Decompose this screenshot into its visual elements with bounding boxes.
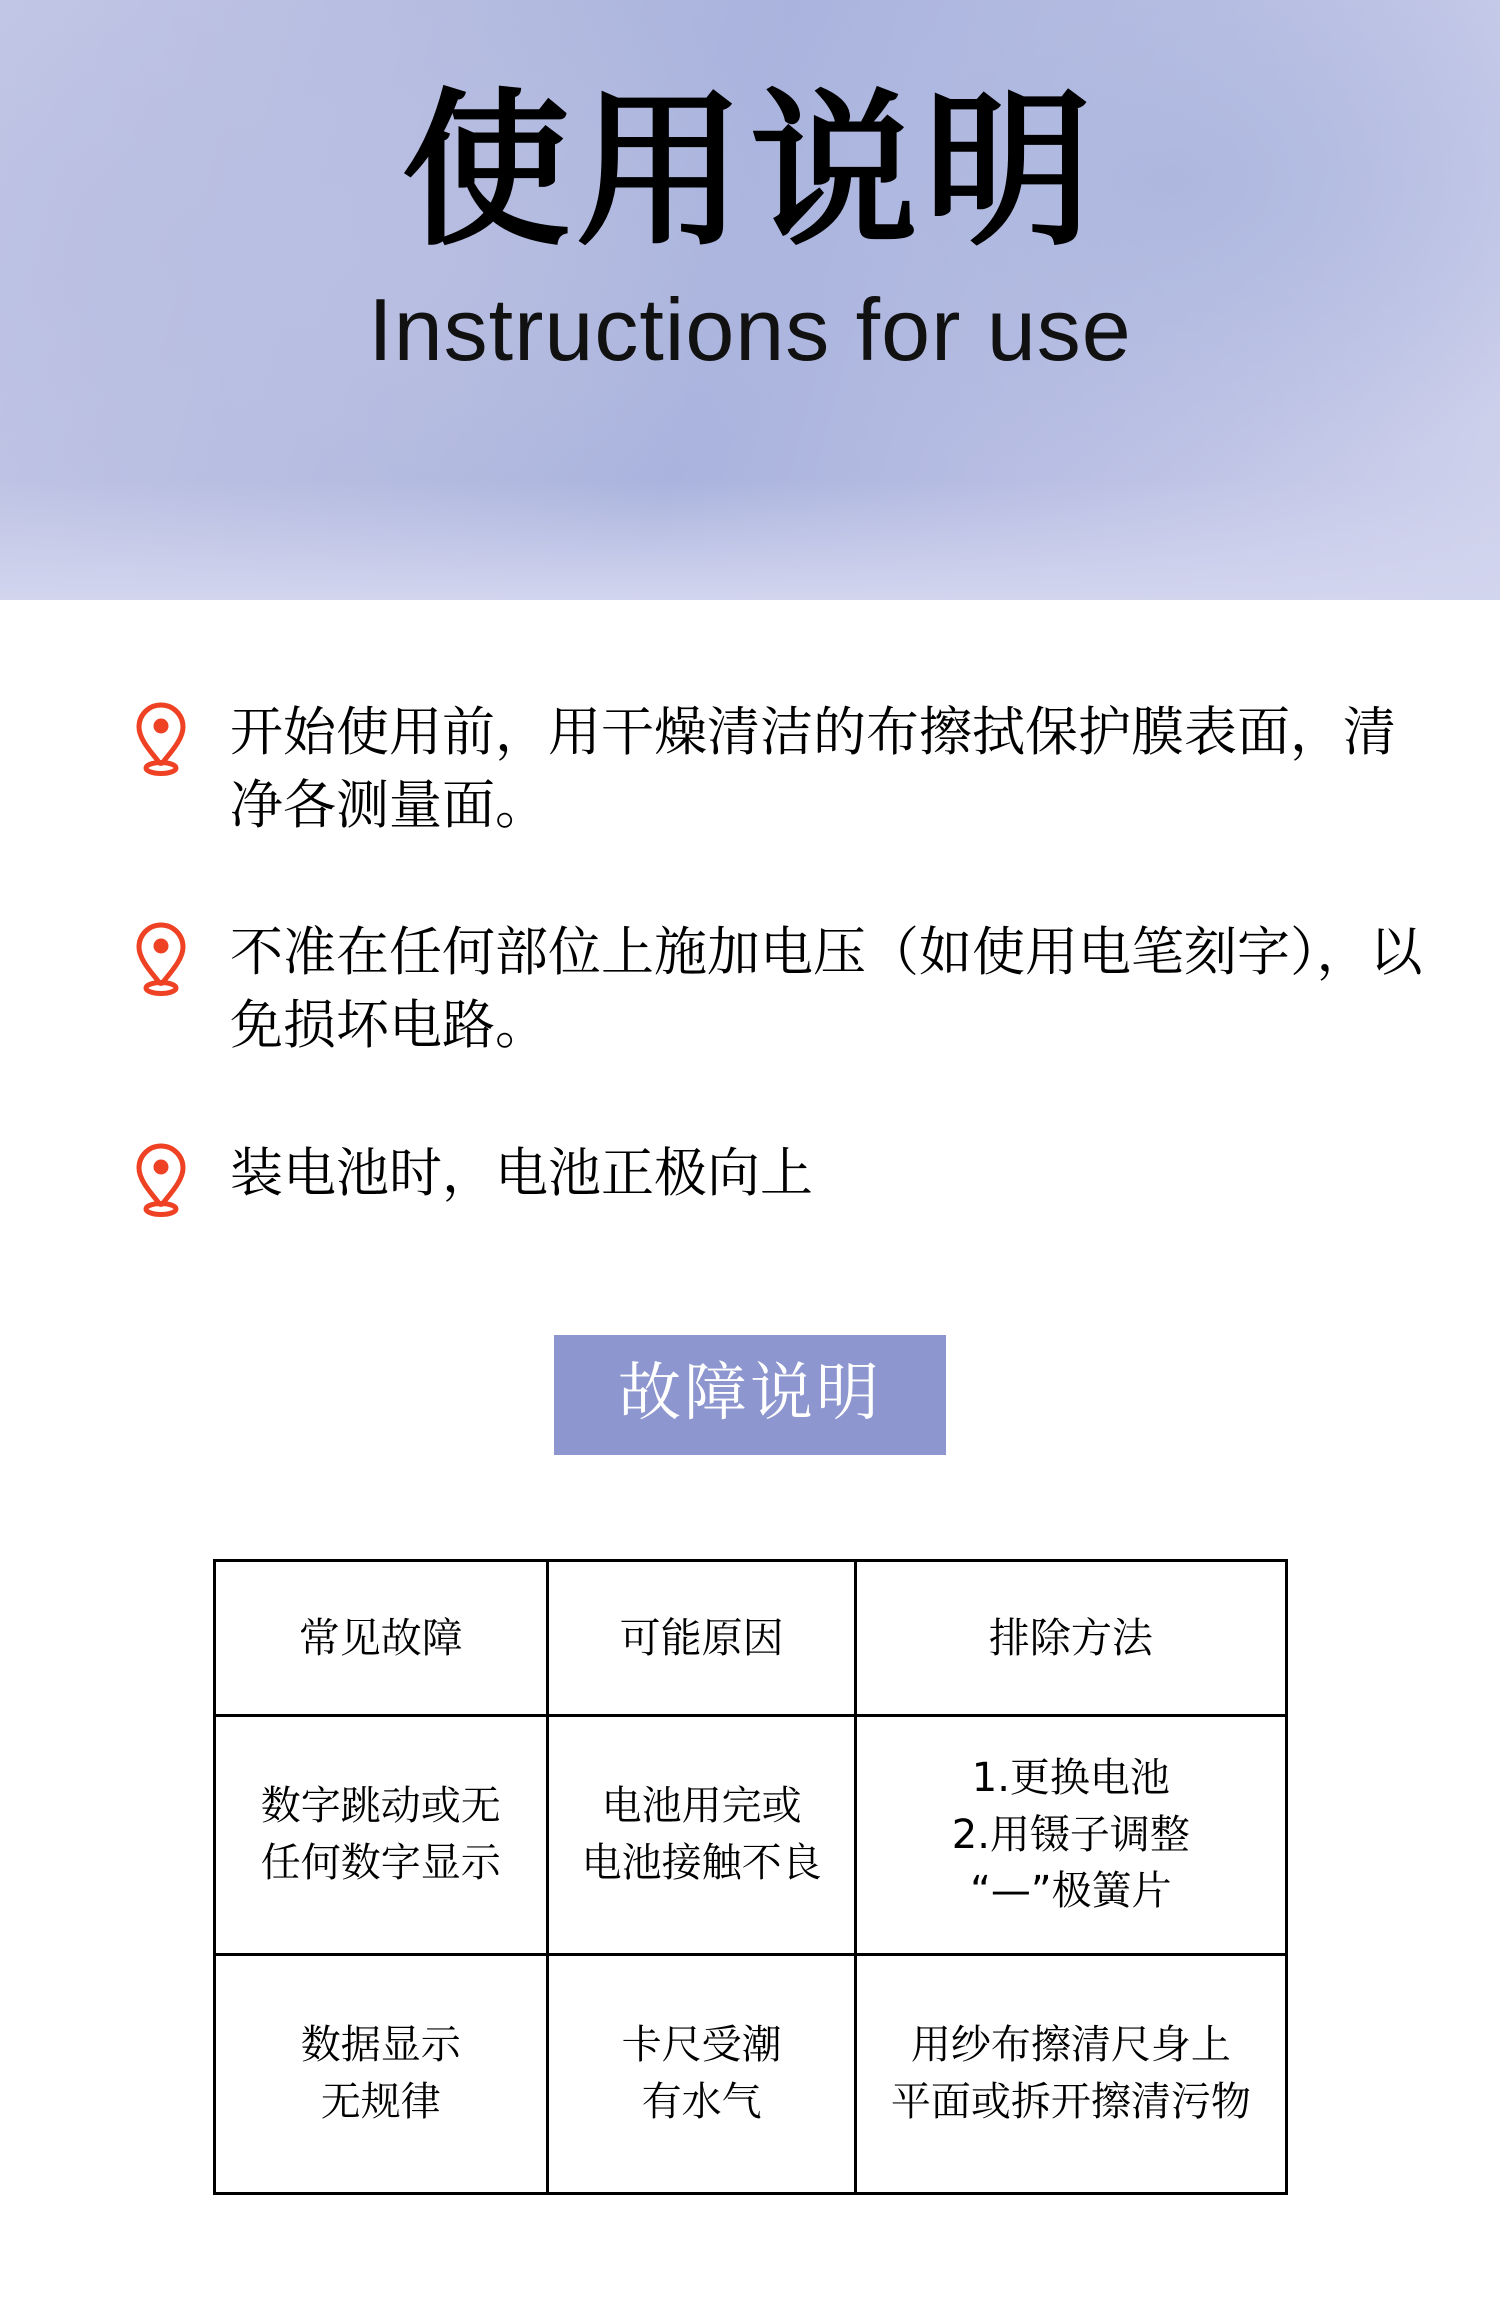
cell-line: 2.用镊子调整: [951, 1811, 1190, 1858]
cell-line: “—”极簧片: [970, 1868, 1172, 1915]
table-row: [214, 1715, 1286, 1954]
table-cell-cause: [548, 1715, 856, 1954]
cell-line: 电池用完或: [601, 1783, 802, 1830]
list-item-text: 不准在任何部位上施加电压（如使用电笔刻字），以免损坏电路。: [230, 922, 1423, 1057]
table-cell-fault: [214, 1954, 548, 2193]
table-header-cell-solution: 排除方法: [856, 1560, 1286, 1715]
troubleshooting-table: [213, 1559, 1288, 2195]
table-header-cell-fault: 常见故障: [214, 1560, 548, 1715]
page-title-cn: 使用说明: [402, 73, 1098, 269]
cell-line: 电池接触不良: [581, 1839, 822, 1886]
cell-line: 有水气: [641, 2078, 762, 2125]
list-item: [132, 696, 1434, 842]
table-header-cell-cause: 可能原因: [548, 1560, 856, 1715]
location-pin-icon: [132, 702, 190, 776]
cell-line: 卡尺受潮: [621, 2022, 782, 2069]
header-banner: [0, 0, 1500, 600]
list-item: [132, 916, 1434, 1062]
list-item-text: 装电池时，电池正极向上: [230, 1142, 813, 1204]
section-header: [0, 1335, 1500, 1455]
instruction-list: [0, 696, 1500, 1217]
cell-line: 无规律: [320, 2078, 441, 2125]
section-title-troubleshooting: 故障说明: [554, 1335, 946, 1455]
page-title-en: Instructions for use: [368, 280, 1132, 380]
table-cell-solution: [856, 1954, 1286, 2193]
location-pin-icon: [132, 1143, 190, 1217]
table-header-row: [214, 1560, 1286, 1715]
cell-line: 1.更换电池: [971, 1754, 1170, 1801]
troubleshooting-table-wrapper: [213, 1559, 1288, 2195]
cell-line: 用纱布擦清尺身上: [910, 2022, 1231, 2069]
cell-line: 任何数字显示: [260, 1839, 501, 1886]
table-cell-fault: [214, 1715, 548, 1954]
cell-line: 数字跳动或无: [260, 1783, 501, 1830]
list-item: [132, 1137, 1434, 1217]
table-row: [214, 1954, 1286, 2193]
table-cell-solution: [856, 1715, 1286, 1954]
table-cell-cause: [548, 1954, 856, 2193]
header-content: [0, 0, 1500, 381]
location-pin-icon: [132, 922, 190, 996]
cell-line: 数据显示: [300, 2022, 461, 2069]
cell-line: 平面或拆开擦清污物: [890, 2078, 1251, 2125]
list-item-text: 开始使用前，用干燥清洁的布擦拭保护膜表面，清净各测量面。: [230, 702, 1396, 837]
